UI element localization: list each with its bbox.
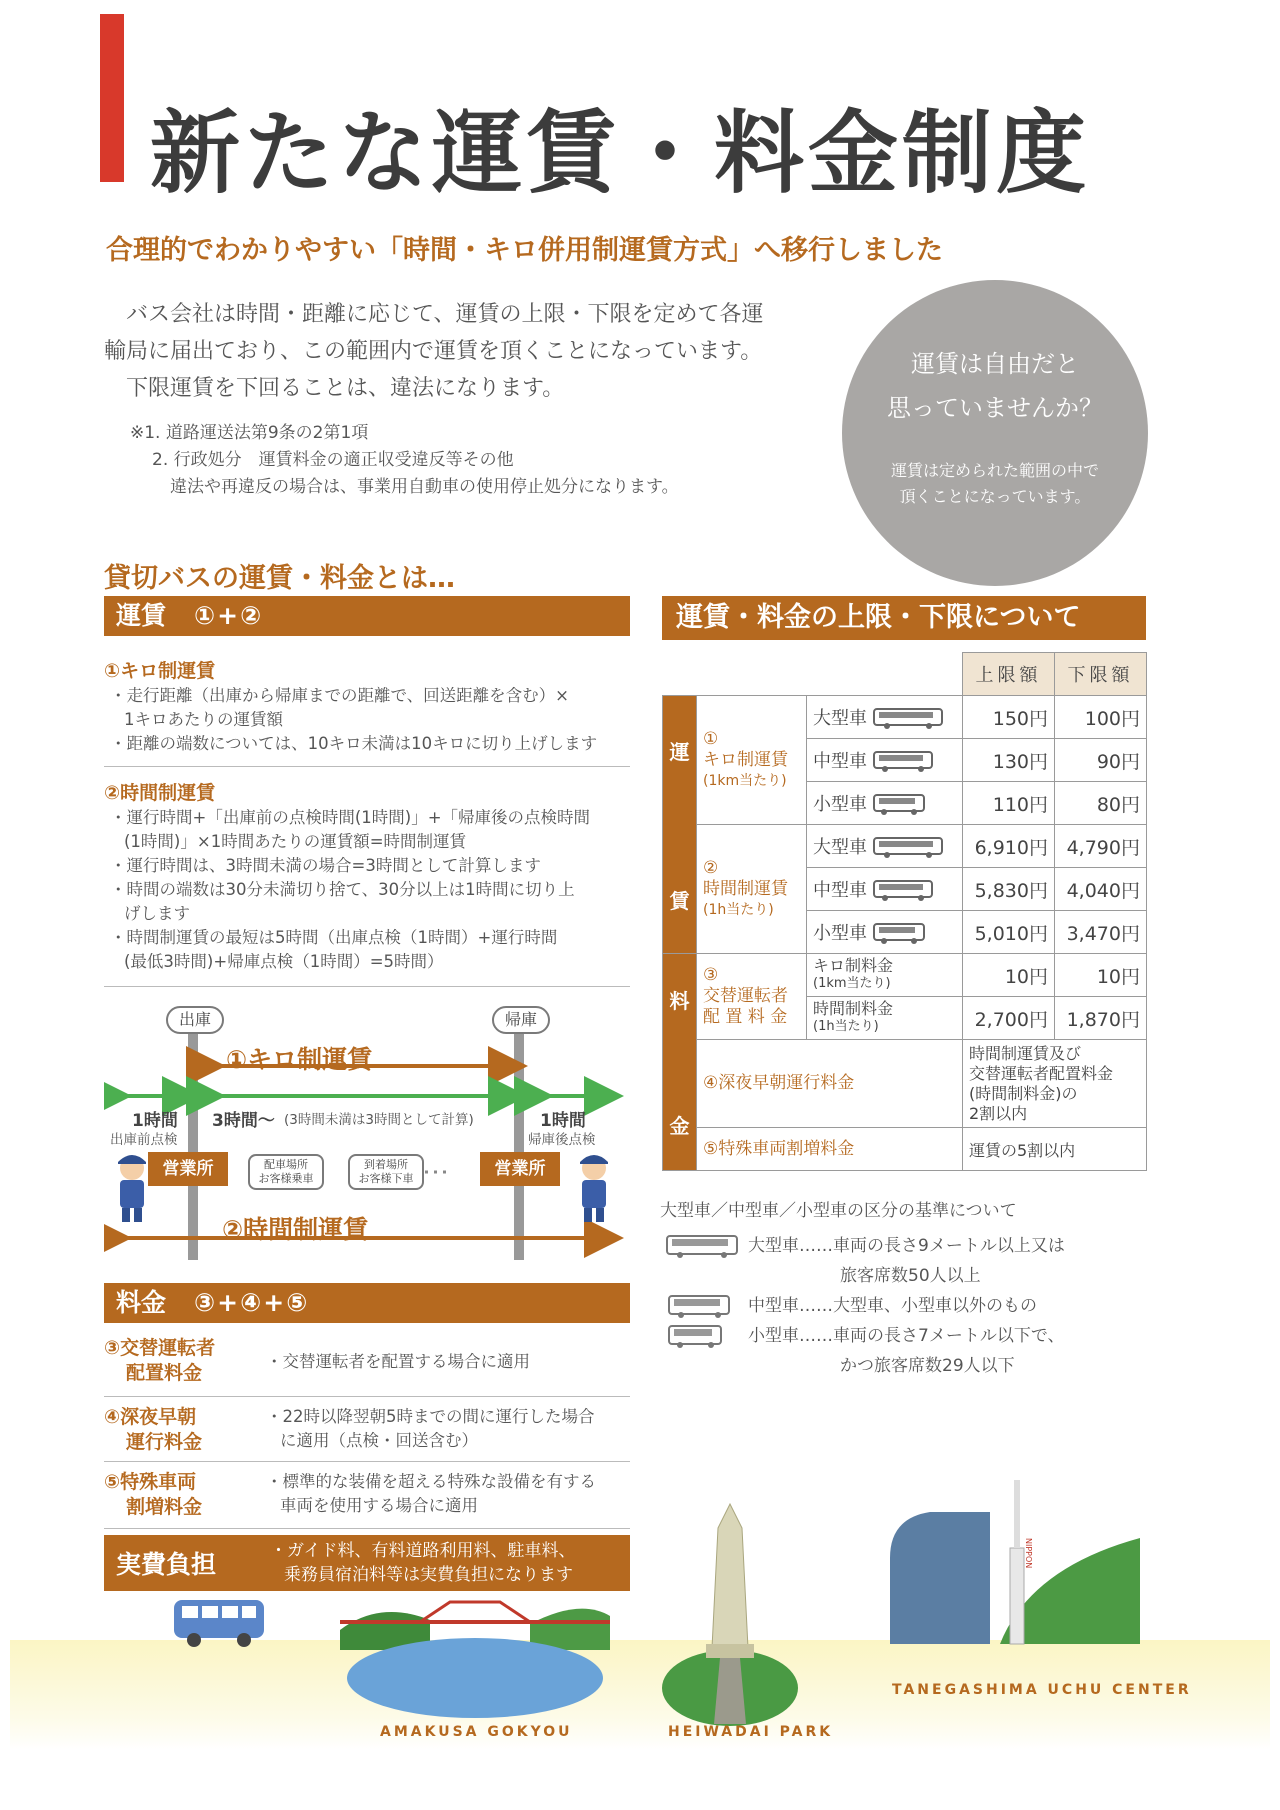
koutai-name-1: 交替運転者 bbox=[703, 986, 788, 1006]
bus-small-icon bbox=[873, 923, 925, 945]
fee-name bbox=[104, 1336, 215, 1386]
criteria-small-1: 小型車……車両の長さ7メートル以下で、 bbox=[748, 1326, 1065, 1346]
ryokin-band bbox=[104, 1283, 630, 1323]
kiko-label: 帰庫 bbox=[492, 1006, 550, 1034]
fee-row bbox=[104, 1405, 630, 1457]
fee-name-line-1: ④深夜早朝 bbox=[104, 1406, 197, 1428]
intro-line-1: バス会社は時間・距離に応じて、運賃の上限・下限を定めて各運 bbox=[126, 302, 764, 327]
heiwadai-tower-illustration bbox=[660, 1498, 800, 1728]
bus-illustration bbox=[170, 1594, 270, 1650]
koutai-row-name: キロ制料金 bbox=[813, 956, 894, 975]
callout-line-1: 運賃は自由だと bbox=[911, 350, 1079, 378]
size-cell bbox=[807, 696, 963, 739]
note-1: ※1. 道路運送法第9条の2第1項 bbox=[130, 423, 369, 443]
side-unchin-2: 賃 bbox=[669, 888, 690, 913]
size-label: 大型車 bbox=[813, 837, 867, 858]
dropoff-stop-line-2: お客様下車 bbox=[358, 1172, 414, 1185]
kiro-category bbox=[697, 696, 807, 825]
left-time-sub: 出庫前点検 bbox=[110, 1132, 178, 1148]
bus-medium-icon bbox=[873, 751, 933, 773]
jikan-heading: ②時間制運賃 bbox=[104, 782, 216, 804]
size-cell bbox=[807, 868, 963, 911]
driver-icon bbox=[568, 1148, 620, 1224]
side-ryokin-1: 料 bbox=[669, 989, 690, 1013]
tanegashima-launchpad-illustration bbox=[890, 1478, 1140, 1646]
size-label: 小型車 bbox=[813, 794, 867, 815]
criteria-small-2: かつ旅客席数29人以下 bbox=[840, 1356, 1015, 1376]
kiro-bullet-1-cont: 1キロあたりの運賃額 bbox=[124, 710, 283, 729]
fee-desc bbox=[266, 1470, 596, 1518]
criteria-medium bbox=[660, 1291, 1220, 1321]
lower-value: 4,790円 bbox=[1055, 825, 1147, 868]
shukko-label: 出庫 bbox=[166, 1006, 224, 1034]
ryokin-band-label: 料金 bbox=[116, 1288, 167, 1317]
callout-small-1: 運賃は定められた範囲の中で bbox=[890, 461, 1099, 480]
bus-small-icon bbox=[668, 1325, 722, 1349]
fee-name-line-2: 運行料金 bbox=[126, 1431, 203, 1453]
divider bbox=[104, 986, 630, 987]
jikan-bullet-2: ・運行時間は、3時間未満の場合=3時間として計算します bbox=[110, 856, 541, 875]
lower-value: 100円 bbox=[1055, 696, 1147, 739]
side-ryokin-2: 金 bbox=[669, 1114, 690, 1138]
criteria-large-1: 大型車……車両の長さ9メートル以上又は bbox=[748, 1236, 1065, 1256]
fee-name bbox=[104, 1470, 202, 1520]
kiro-bullet-1: ・走行距離（出庫から帰庫までの距離で、回送距離を含む）× bbox=[110, 686, 569, 705]
mid-time-sub: (3時間未満は3時間として計算) bbox=[284, 1112, 474, 1128]
ryokin-band-nums: ③+④+⑤ bbox=[194, 1288, 310, 1317]
upper-value: 5,010円 bbox=[963, 911, 1055, 954]
section-title: 貸切バスの運賃・料金とは… bbox=[104, 563, 455, 594]
intro-text bbox=[104, 296, 844, 407]
upper-value: 150円 bbox=[963, 696, 1055, 739]
side-ryokin bbox=[663, 954, 697, 1171]
page-subtitle: 合理的でわかりやすい「時間・キロ併用制運賃方式」へ移行しました bbox=[106, 235, 943, 266]
koutai-category bbox=[697, 954, 807, 1040]
criteria-small bbox=[660, 1321, 1220, 1381]
callout-line-2: 思っていませんか？ bbox=[887, 394, 1103, 422]
upper-value: 130円 bbox=[963, 739, 1055, 782]
table-title: 運賃・料金の上限・下限について bbox=[662, 596, 1146, 640]
heiwadai-label: HEIWADAI PARK bbox=[668, 1724, 834, 1740]
office-right: 営業所 bbox=[480, 1152, 560, 1186]
size-label: 中型車 bbox=[813, 751, 867, 772]
fee-name-line-2: 割増料金 bbox=[126, 1496, 203, 1518]
divider bbox=[104, 1528, 630, 1529]
bus-large-icon bbox=[666, 1235, 738, 1259]
koutai-name-2: 配 置 料 金 bbox=[703, 1007, 788, 1027]
kiro-heading: ①キロ制運賃 bbox=[104, 660, 216, 682]
kiro-cat-name: キロ制運賃 bbox=[703, 749, 788, 770]
bus-large-icon bbox=[873, 708, 943, 730]
side-unchin bbox=[663, 696, 697, 954]
rates-table bbox=[662, 652, 1147, 1171]
lower-value: 80円 bbox=[1055, 782, 1147, 825]
size-label: 大型車 bbox=[813, 708, 867, 729]
criteria-title: 大型車／中型車／小型車の区分の基準について bbox=[660, 1201, 1017, 1221]
fee-name-line-1: ③交替運転者 bbox=[104, 1337, 216, 1359]
tokushu-name: ⑤特殊車両割増料金 bbox=[697, 1128, 963, 1171]
koutai-row-unit: (1km当たり) bbox=[813, 976, 891, 991]
intro-line-3: 下限運賃を下回ることは、違法になります。 bbox=[126, 376, 565, 401]
lower-value: 3,470円 bbox=[1055, 911, 1147, 954]
fare-diagram bbox=[104, 1000, 630, 1262]
pickup-stop-line-2: お客様乗車 bbox=[258, 1172, 314, 1185]
jikan-bullet-4-cont: (最低3時間)+帰庫点検（1時間）=5時間） bbox=[124, 952, 444, 971]
koutai-row-name: 時間制料金 bbox=[813, 999, 894, 1018]
jikan-fare-label: ②時間制運賃 bbox=[222, 1215, 369, 1244]
jikan-cat-unit: (1h当たり) bbox=[703, 901, 774, 918]
left-time: 1時間 bbox=[132, 1111, 178, 1131]
divider bbox=[104, 1396, 630, 1397]
fee-list bbox=[104, 1336, 630, 1529]
size-cell bbox=[807, 782, 963, 825]
jikan-bullet-1: ・運行時間+「出庫前の点検時間(1時間)」+「帰庫後の点検時間 bbox=[110, 808, 591, 827]
dropoff-stop-line-1: 到着場所 bbox=[364, 1158, 408, 1171]
divider bbox=[104, 766, 630, 767]
jikan-bullet-3-cont: げします bbox=[124, 904, 190, 923]
title-accent-bar bbox=[100, 14, 124, 182]
bus-medium-icon bbox=[668, 1295, 730, 1319]
upper-value: 5,830円 bbox=[963, 868, 1055, 911]
intro-line-2: 輸局に届出ており、この範囲内で運賃を頂くことになっています。 bbox=[104, 339, 763, 364]
shinya-value-1: 時間制運賃及び bbox=[969, 1043, 1082, 1063]
lower-value: 90円 bbox=[1055, 739, 1147, 782]
jikan-cat-name: 時間制運賃 bbox=[703, 878, 788, 899]
page-title: 新たな運賃・料金制度 bbox=[150, 101, 1090, 206]
col-lower: 下限額 bbox=[1055, 653, 1147, 696]
size-cell bbox=[807, 825, 963, 868]
shinya-value-4: 2割以内 bbox=[969, 1103, 1028, 1123]
kiro-cat-num: ① bbox=[703, 728, 719, 749]
fee-name bbox=[104, 1405, 202, 1455]
callout-small-2: 頂くことになっています。 bbox=[899, 487, 1091, 506]
fee-row bbox=[104, 1470, 630, 1522]
amakusa-label: AMAKUSA GOKYOU bbox=[380, 1724, 573, 1740]
divider bbox=[104, 1461, 630, 1462]
dropoff-stop bbox=[348, 1154, 424, 1190]
fee-name-line-2: 配置料金 bbox=[126, 1362, 203, 1384]
right-time-sub: 帰庫後点検 bbox=[528, 1132, 596, 1148]
koutai-jikan-cell bbox=[807, 997, 963, 1040]
rocket-label: NIPPON bbox=[1024, 1538, 1033, 1569]
shinya-value-2: 交替運転者配置料金 bbox=[969, 1063, 1114, 1083]
fee-desc-line-2: に適用（点検・回送含む） bbox=[280, 1431, 478, 1450]
upper-value: 6,910円 bbox=[963, 825, 1055, 868]
upper-value: 110円 bbox=[963, 782, 1055, 825]
jikan-bullets bbox=[110, 806, 630, 974]
fee-desc bbox=[266, 1350, 530, 1374]
note-3: 違法や再違反の場合は、事業用自動車の使用停止処分になります。 bbox=[170, 477, 679, 497]
jikan-cat-num: ② bbox=[703, 857, 719, 878]
fee-desc-line-1: ・標準的な装備を超える特殊な設備を有する bbox=[266, 1472, 596, 1491]
pickup-stop bbox=[248, 1154, 324, 1190]
upper-value: 2,700円 bbox=[963, 997, 1055, 1040]
bus-medium-icon bbox=[873, 880, 933, 902]
shinya-value-3: (時間制料金)の bbox=[969, 1083, 1078, 1103]
criteria bbox=[660, 1196, 1220, 1381]
unchin-band-nums: ①+② bbox=[194, 601, 264, 630]
unchin-band bbox=[104, 596, 630, 636]
shinya-value bbox=[963, 1040, 1147, 1128]
kiro-cat-unit: (1km当たり) bbox=[703, 772, 787, 789]
size-label: 中型車 bbox=[813, 880, 867, 901]
side-unchin-1: 運 bbox=[669, 739, 690, 764]
kiro-fare-label: ①キロ制運賃 bbox=[226, 1045, 373, 1074]
koutai-row-unit: (1h当たり) bbox=[813, 1019, 879, 1034]
jippi-desc-1: ・ガイド料、有料道路利用料、駐車料、 bbox=[270, 1541, 576, 1561]
criteria-large-2: 旅客席数50人以上 bbox=[840, 1266, 981, 1286]
jikan-bullet-4: ・時間制運賃の最短は5時間（出庫点検（1時間）+運行時間 bbox=[110, 928, 558, 947]
criteria-medium-1: 中型車……大型車、小型車以外のもの bbox=[748, 1296, 1037, 1316]
fee-name-line-1: ⑤特殊車両 bbox=[104, 1471, 197, 1493]
fee-desc-line-2: 車両を使用する場合に適用 bbox=[280, 1496, 478, 1515]
koutai-kiro-cell bbox=[807, 954, 963, 997]
notes bbox=[130, 420, 750, 501]
size-cell bbox=[807, 911, 963, 954]
size-cell bbox=[807, 739, 963, 782]
criteria-large bbox=[660, 1231, 1220, 1291]
amakusa-bridge-illustration bbox=[340, 1580, 610, 1720]
jikan-bullet-3: ・時間の端数は30分未満切り捨て、30分以上は1時間に切り上 bbox=[110, 880, 575, 899]
jippi-desc-2: 乗務員宿泊料等は実費負担になります bbox=[284, 1565, 573, 1585]
jikan-bullet-1-cont: (1時間)」×1時間あたりの運賃額=時間制運賃 bbox=[124, 832, 467, 851]
office-left: 営業所 bbox=[148, 1152, 228, 1186]
fee-desc bbox=[266, 1405, 595, 1453]
bus-small-icon bbox=[873, 794, 925, 816]
shinya-name: ④深夜早朝運行料金 bbox=[697, 1040, 963, 1128]
lower-value: 1,870円 bbox=[1055, 997, 1147, 1040]
lower-value: 10円 bbox=[1055, 954, 1147, 997]
col-upper: 上限額 bbox=[963, 653, 1055, 696]
tanegashima-label: TANEGASHIMA UCHU CENTER bbox=[892, 1682, 1192, 1698]
size-label: 小型車 bbox=[813, 923, 867, 944]
fee-desc-line-1: ・22時以降翌朝5時までの間に運行した場合 bbox=[266, 1407, 595, 1426]
note-2: 2. 行政処分 運賃料金の適正収受違反等その他 bbox=[152, 450, 514, 470]
tokushu-value: 運賃の5割以内 bbox=[963, 1128, 1147, 1171]
fee-row bbox=[104, 1336, 630, 1392]
right-time: 1時間 bbox=[540, 1111, 586, 1131]
kiro-bullets bbox=[110, 684, 630, 756]
upper-value: 10円 bbox=[963, 954, 1055, 997]
unchin-band-label: 運賃 bbox=[116, 601, 167, 630]
callout-circle bbox=[842, 280, 1148, 586]
pickup-stop-line-1: 配車場所 bbox=[264, 1158, 308, 1171]
fee-desc-line-1: ・交替運転者を配置する場合に適用 bbox=[266, 1352, 530, 1371]
koutai-num: ③ bbox=[703, 965, 719, 985]
kiro-bullet-2: ・距離の端数については、10キロ未満は10キロに切り上げします bbox=[110, 734, 598, 753]
jippi-label: 実費負担 bbox=[116, 1550, 217, 1579]
jikan-category bbox=[697, 825, 807, 954]
lower-value: 4,040円 bbox=[1055, 868, 1147, 911]
bus-large-icon bbox=[873, 837, 943, 859]
mid-time: 3時間～ bbox=[212, 1111, 275, 1131]
